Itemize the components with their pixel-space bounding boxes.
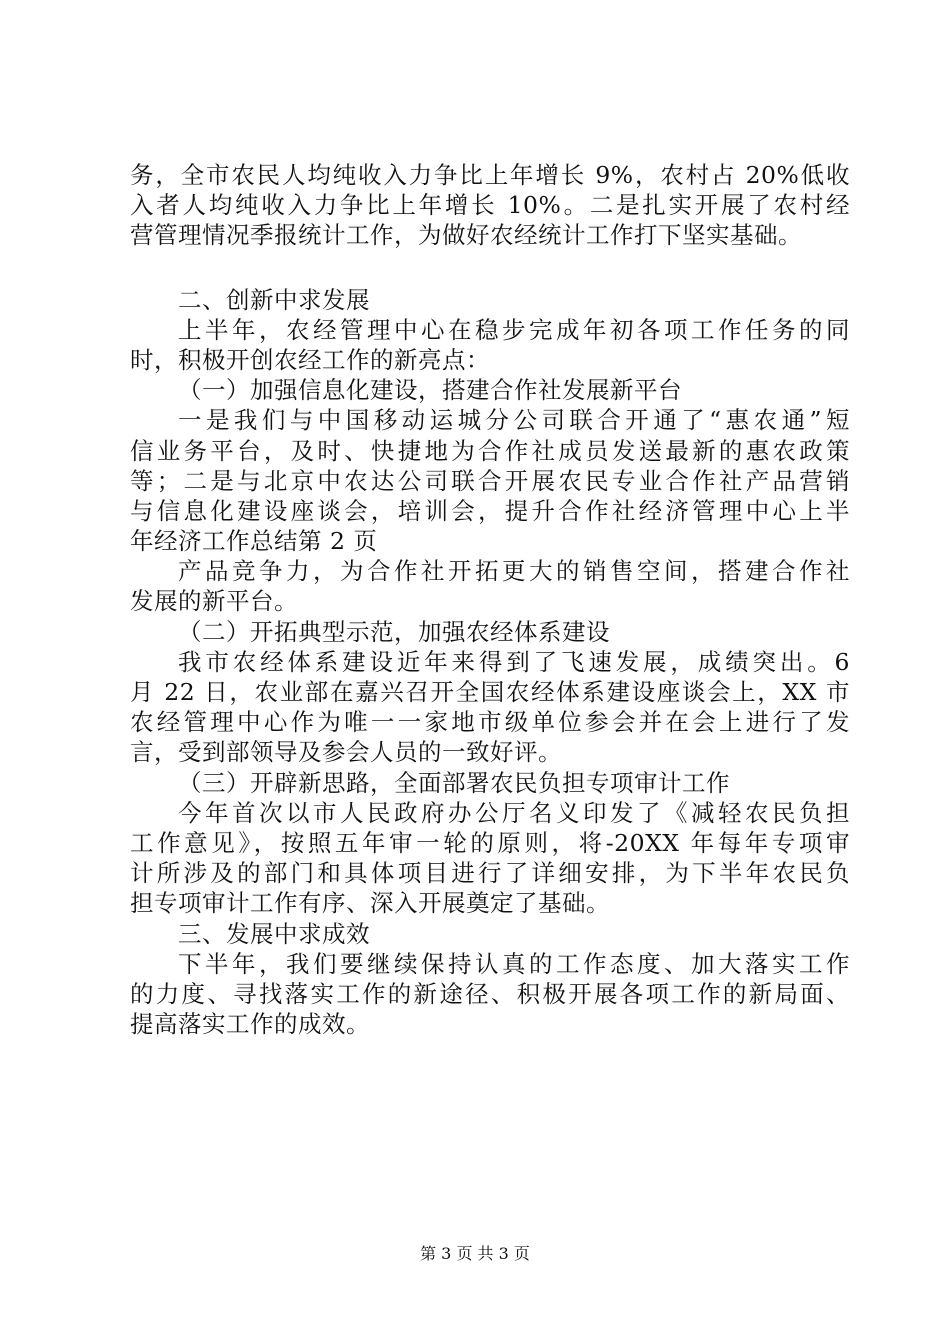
paragraph-line: 我市农经体系建设近年来得到了飞速发展，成绩突出。6 [178, 647, 850, 676]
paragraph-line: 时，积极开创农经工作的新亮点： [130, 345, 490, 374]
document-body [130, 160, 850, 1039]
paragraph-line: 上半年，农经管理中心在稳步完成年初各项工作任务的同 [178, 315, 850, 344]
paragraph-line: 产品竞争力，为合作社开拓更大的销售空间，搭建合作社 [178, 557, 850, 586]
subsection-heading: （一）加强信息化建设，搭建合作社发展新平台 [178, 376, 682, 405]
paragraph-line: 计所涉及的部门和具体项目进行了详细安排，为下半年农民负 [130, 859, 850, 888]
section-heading: 二、创新中求发展 [178, 285, 370, 314]
subsection-heading: （三）开辟新思路，全面部署农民负担专项审计工作 [178, 768, 730, 797]
paragraph-line: 一是我们与中国移动运城分公司联合开通了“惠农通”短 [178, 406, 850, 435]
paragraph-line: 月 22 日，农业部在嘉兴召开全国农经体系建设座谈会上，XX 市 [130, 678, 850, 706]
paragraph-line: 入者人均纯收入力争比上年增长 10%。二是扎实开展了农村经 [130, 191, 850, 220]
paragraph-line: 等；二是与北京中农达公司联合开展农民专业合作社产品营销 [130, 466, 850, 495]
paragraph-line: 与信息化建设座谈会，培训会，提升合作社经济管理中心上半 [130, 496, 850, 525]
paragraph-line: 下半年，我们要继续保持认真的工作态度、加大落实工作 [178, 949, 850, 978]
paragraph-line: 的力度、寻找落实工作的新途径、积极开展各项工作的新局面、 [130, 979, 850, 1008]
paragraph-line: 年经济工作总结第 2 页 [130, 527, 378, 556]
paragraph-line: 营管理情况季报统计工作，为做好农经统计工作打下坚实基础。 [130, 221, 802, 250]
paragraph-line: 今年首次以市人民政府办公厅名义印发了《减轻农民负担 [178, 798, 850, 827]
paragraph-line: 发展的新平台。 [130, 587, 298, 616]
paragraph-line: 提高落实工作的成效。 [130, 1010, 370, 1039]
page-footer: 第 3 页 共 3 页 [420, 1244, 530, 1263]
paragraph-line: 言，受到部领导及参会人员的一致好评。 [130, 738, 562, 767]
section-heading: 三、发展中求成效 [178, 919, 370, 948]
paragraph-line: 务，全市农民人均纯收入力争比上年增长 9%，农村占 20%低收 [130, 161, 850, 189]
subsection-heading: （二）开拓典型示范，加强农经体系建设 [178, 617, 610, 646]
paragraph-gap [130, 251, 850, 285]
paragraph-line: 担专项审计工作有序、深入开展奠定了基础。 [130, 889, 610, 918]
paragraph-line: 农经管理中心作为唯一一家地市级单位参会并在会上进行了发 [130, 708, 850, 737]
paragraph-line: 信业务平台，及时、快捷地为合作社成员发送最新的惠农政策 [130, 436, 850, 465]
paragraph-line: 工作意见》，按照五年审一轮的原则，将-20XX 年每年专项审 [130, 828, 850, 857]
